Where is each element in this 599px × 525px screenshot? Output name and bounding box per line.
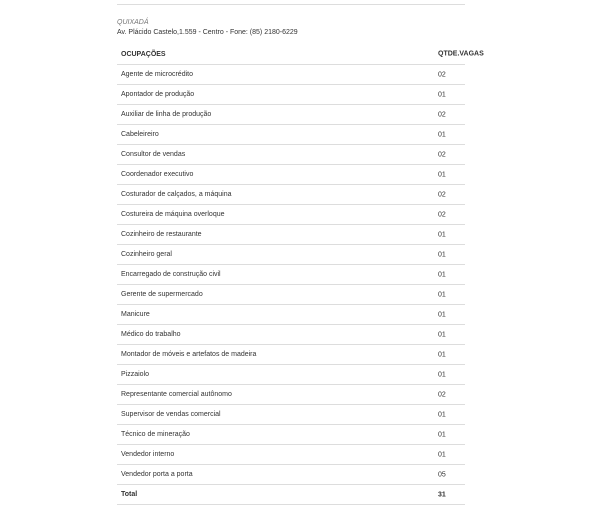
occupations-column-header: OCUPAÇÕES: [117, 44, 442, 65]
qty-column-header-label: QTDE.VAGAS: [438, 50, 484, 58]
qty-cell: [438, 65, 465, 85]
table-row: [117, 285, 465, 305]
location-city-line: [117, 5, 465, 28]
qty-cell: [438, 145, 465, 165]
table-row: [117, 325, 465, 345]
table-row: [117, 65, 465, 85]
occupation-cell: Gerente de supermercado: [117, 285, 442, 305]
qty-cell: [438, 185, 465, 205]
table-row: [117, 245, 465, 265]
city-name: QUIXADÁ: [117, 19, 149, 26]
table-row: [117, 445, 465, 465]
table-row: [117, 105, 465, 125]
qty-value: 02: [438, 391, 446, 398]
occupation-cell: Vendedor interno: [117, 445, 442, 465]
qty-cell: [438, 425, 465, 445]
occupation-cell: Auxiliar de linha de produção: [117, 105, 442, 125]
qty-cell: [438, 245, 465, 265]
qty-value: 01: [438, 411, 446, 418]
occupation-cell: Costurador de calçados, a máquina: [117, 185, 442, 205]
qty-value: 02: [438, 111, 446, 118]
occupation-cell: Médico do trabalho: [117, 325, 442, 345]
qty-value: 01: [438, 451, 446, 458]
table-row: [117, 425, 465, 445]
total-row: [117, 485, 465, 505]
qty-cell: [438, 445, 465, 465]
table-row: [117, 205, 465, 225]
qty-value: 02: [438, 71, 446, 78]
qty-cell: [438, 225, 465, 245]
table-row: [117, 85, 465, 105]
total-qty: 31: [438, 491, 446, 498]
occupation-cell: Representante comercial autônomo: [117, 385, 442, 405]
qty-cell: [438, 305, 465, 325]
qty-cell: [438, 405, 465, 425]
table-row: [117, 265, 465, 285]
qty-cell: [438, 345, 465, 365]
occupation-cell: Montador de móveis e artefatos de madeira: [117, 345, 442, 365]
qty-value: 01: [438, 91, 446, 98]
qty-value: 01: [438, 331, 446, 338]
qty-cell: [438, 265, 465, 285]
occupation-cell: Manicure: [117, 305, 442, 325]
qty-value: 01: [438, 251, 446, 258]
qty-value: 01: [438, 171, 446, 178]
table-row: [117, 305, 465, 325]
qty-value: 01: [438, 291, 446, 298]
occupation-cell: Supervisor de vendas comercial: [117, 405, 442, 425]
qty-value: 01: [438, 231, 446, 238]
table-row: [117, 185, 465, 205]
qty-value: 01: [438, 431, 446, 438]
qty-cell: [438, 205, 465, 225]
occupation-cell: Técnico de mineração: [117, 425, 442, 445]
qty-value: 01: [438, 371, 446, 378]
table-row: [117, 465, 465, 485]
qty-cell: [438, 285, 465, 305]
qty-cell: [438, 465, 465, 485]
qty-cell: [438, 365, 465, 385]
vacancies-table: [117, 44, 484, 505]
occupation-cell: Cozinheiro de restaurante: [117, 225, 442, 245]
total-qty-cell: [438, 485, 465, 505]
occupation-cell: Consultor de vendas: [117, 145, 442, 165]
qty-column-header: [438, 44, 484, 65]
table-header-row: [117, 44, 465, 65]
occupation-cell: Encarregado de construção civil: [117, 265, 442, 285]
table-row: [117, 405, 465, 425]
occupation-cell: Cabeleireiro: [117, 125, 442, 145]
occupation-cell: Pizzaiolo: [117, 365, 442, 385]
occupation-cell: Cozinheiro geral: [117, 245, 442, 265]
qty-cell: [438, 125, 465, 145]
qty-cell: [438, 85, 465, 105]
job-listing: [117, 4, 484, 505]
qty-value: 01: [438, 131, 446, 138]
table-row: [117, 165, 465, 185]
qty-cell: [438, 325, 465, 345]
occupation-cell: Agente de microcrédito: [117, 65, 442, 85]
qty-value: 01: [438, 351, 446, 358]
table-row: [117, 365, 465, 385]
qty-value: 02: [438, 211, 446, 218]
qty-value: 02: [438, 151, 446, 158]
occupation-cell: Apontador de produção: [117, 85, 442, 105]
total-label: Total: [117, 485, 442, 505]
occupation-cell: Vendedor porta a porta: [117, 465, 442, 485]
qty-value: 01: [438, 271, 446, 278]
qty-value: 02: [438, 191, 446, 198]
table-row: [117, 385, 465, 405]
qty-cell: [438, 385, 465, 405]
qty-value: 05: [438, 471, 446, 478]
occupation-cell: Coordenador executivo: [117, 165, 442, 185]
qty-cell: [438, 105, 465, 125]
qty-value: 01: [438, 311, 446, 318]
table-row: [117, 125, 465, 145]
table-row: [117, 345, 465, 365]
occupation-cell: Costureira de máquina overloque: [117, 205, 442, 225]
table-row: [117, 145, 465, 165]
location-address: Av. Plácido Castelo,1.559 - Centro - Fone: (85) 2180-6229: [117, 29, 298, 36]
qty-cell: [438, 165, 465, 185]
table-body: [117, 65, 465, 505]
table-row: [117, 225, 465, 245]
